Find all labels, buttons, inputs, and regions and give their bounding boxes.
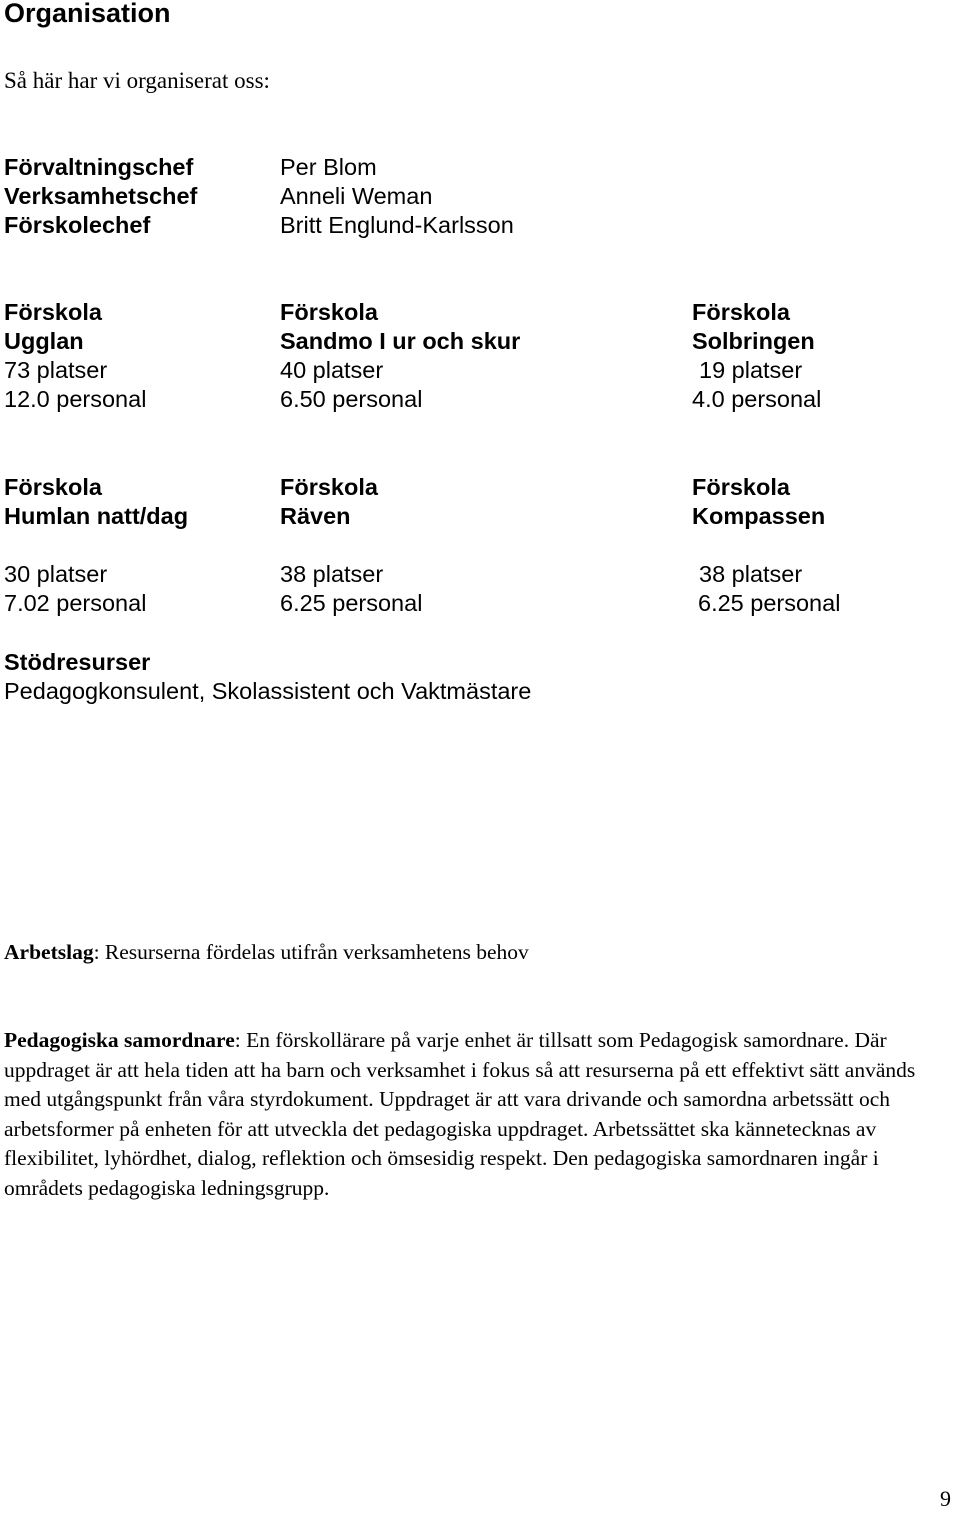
pedagogiska-label: Pedagogiska samordnare — [4, 1028, 235, 1052]
preschool-type: Förskola — [280, 474, 378, 500]
preschool-staff: 4.0 personal — [692, 386, 822, 412]
preschool-type: Förskola — [692, 474, 790, 500]
arbetslag-label: Arbetslag — [4, 940, 94, 964]
preschool-type: Förskola — [692, 299, 790, 325]
preschool-places: 40 platser — [280, 357, 384, 383]
preschool-staff: 6.25 personal — [698, 590, 841, 616]
preschool-name: Humlan natt/dag — [4, 503, 189, 529]
preschool-name: Ugglan — [4, 328, 84, 354]
leaders-roles — [4, 153, 197, 240]
preschool-places: 30 platser — [4, 561, 108, 587]
support-heading: Stödresurser — [4, 649, 151, 675]
preschool-staff: 6.25 personal — [280, 590, 423, 616]
role-forvaltningschef: Förvaltningschef — [4, 154, 194, 180]
arbetslag-paragraph — [4, 938, 529, 968]
name-forvaltningschef: Per Blom — [280, 154, 377, 180]
preschool-staff: 7.02 personal — [4, 590, 147, 616]
preschool-places: 19 platser — [699, 357, 803, 383]
support-text: Pedagogkonsulent, Skolassistent och Vaktmästare — [4, 678, 532, 704]
leaders-names — [280, 153, 514, 240]
role-verksamhetschef: Verksamhetschef — [4, 183, 198, 209]
preschool-card — [692, 473, 840, 618]
page-number: 9 — [940, 1486, 951, 1511]
preschool-type: Förskola — [280, 299, 378, 325]
preschool-type: Förskola — [4, 474, 102, 500]
preschool-card — [4, 298, 146, 414]
preschool-name: Räven — [280, 503, 351, 529]
arbetslag-text: : Resurserna fördelas utifrån verksamhetens behov — [93, 940, 529, 964]
pedagogiska-text: : En förskollärare på varje enhet är tillsatt som Pedagogisk samordnare. Där uppdraget är att hela tiden att ha barn och verksamhet i fokus så att resurserna på ett effektivt sätt används med utgångspunkt från våra styrdokument. Uppdraget är att vara drivande och samordna arbetssätt och arbetsformer på enheten för att utveckla det pedagogiska uppdraget. Arbetssättet ska kännetecknas av flexibilitet, lyhördhet, dialog, reflektion och ömsesidig respekt. Den pedagogiska samordnaren ingår i områdets pedagogiska ledningsgrupp. — [4, 1028, 916, 1200]
support-section — [4, 648, 531, 706]
preschool-places: 38 platser — [699, 561, 803, 587]
preschool-card — [4, 473, 188, 618]
name-forskolechef: Britt Englund-Karlsson — [280, 212, 514, 238]
role-forskolechef: Förskolechef — [4, 212, 151, 238]
preschool-staff: 6.50 personal — [280, 386, 423, 412]
preschool-card — [280, 298, 520, 414]
name-verksamhetschef: Anneli Weman — [280, 183, 433, 209]
pedagogiska-paragraph — [4, 1026, 949, 1203]
preschool-places: 38 platser — [280, 561, 384, 587]
preschool-type: Förskola — [4, 299, 102, 325]
intro-text: Så här har vi organiserat oss: — [4, 68, 270, 93]
page-title: Organisation — [4, 0, 171, 28]
preschool-card — [280, 473, 422, 618]
preschool-card — [692, 298, 821, 414]
preschool-name: Solbringen — [692, 328, 815, 354]
preschool-staff: 12.0 personal — [4, 386, 147, 412]
preschool-places: 73 platser — [4, 357, 108, 383]
preschool-name: Kompassen — [692, 503, 826, 529]
preschool-name: Sandmo I ur och skur — [280, 328, 521, 354]
